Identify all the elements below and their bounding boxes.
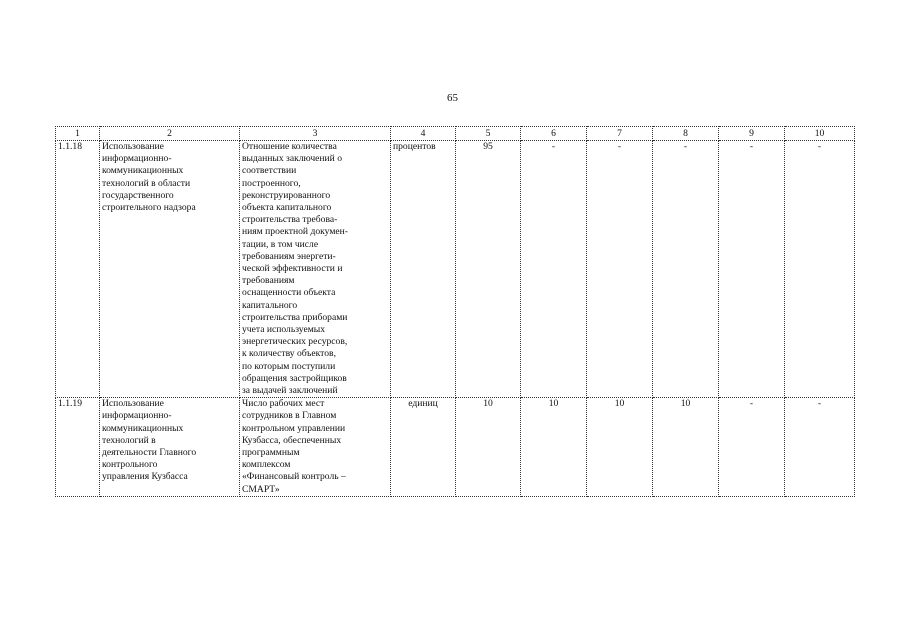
text-line: ческой эффективности и (242, 263, 343, 275)
text-line: государственного (102, 189, 174, 201)
text-line: строительного надзора (102, 202, 196, 214)
text-line: СМАРТ» (242, 483, 280, 495)
value-cell: 10 (653, 398, 719, 497)
table-header-row (56, 127, 855, 141)
text-line: энергетических ресурсов, (242, 336, 348, 348)
text-line: сотрудников в Главном (242, 410, 337, 422)
text-line: выданных заключений о (242, 153, 343, 165)
header-cell: 1 (56, 127, 100, 141)
value-cell: - (719, 398, 785, 497)
row-number: 1.1.18 (56, 141, 100, 398)
value-cell: - (719, 141, 785, 398)
indicators-table (55, 126, 855, 497)
text-line: «Финансовый контроль – (242, 471, 346, 483)
unit-cell: процентов (391, 141, 456, 398)
text-line: программным (242, 447, 300, 459)
page-number: 65 (447, 92, 458, 104)
indicator-description (240, 398, 391, 497)
text-line: строительства требова- (242, 214, 338, 226)
indicator-description (240, 141, 391, 398)
text-line: Отношение количества (242, 141, 337, 152)
header-cell: 10 (785, 127, 855, 141)
value-cell: 95 (456, 141, 521, 398)
unit-cell: единиц (391, 398, 456, 497)
value-cell: - (785, 141, 855, 398)
text-line: Число рабочих мест (242, 398, 325, 410)
value-cell: - (587, 141, 653, 398)
value-cell: 10 (587, 398, 653, 497)
text-line: объекта капитального (242, 202, 332, 214)
header-cell: 3 (240, 127, 391, 141)
text-line: деятельности Главного (102, 447, 197, 459)
measure-name (100, 141, 240, 398)
text-line: к количеству объектов, (242, 348, 336, 360)
text-line: требованиям (242, 275, 295, 287)
row-number: 1.1.19 (56, 398, 100, 497)
value-cell: - (653, 141, 719, 398)
text-line: контрольного (102, 459, 158, 471)
text-line: технологий в области (102, 177, 191, 189)
text-line: ниям проектной докумен- (242, 226, 348, 238)
text-line: контрольном управлении (242, 422, 346, 434)
table-row (56, 398, 855, 497)
text-line: Использование (102, 141, 164, 152)
header-cell: 5 (456, 127, 521, 141)
header-cell: 8 (653, 127, 719, 141)
text-line: информационно- (102, 410, 172, 422)
text-line: учета используемых (242, 324, 326, 336)
text-line: комплексом (242, 459, 291, 471)
text-line: информационно- (102, 153, 172, 165)
header-cell: 4 (391, 127, 456, 141)
header-cell: 9 (719, 127, 785, 141)
text-line: оснащенности объекта (242, 287, 336, 299)
value-cell: 10 (521, 398, 587, 497)
text-line: технологий в (102, 434, 156, 446)
value-cell: 10 (456, 398, 521, 497)
header-cell: 6 (521, 127, 587, 141)
value-cell: - (785, 398, 855, 497)
header-cell: 7 (587, 127, 653, 141)
text-line: строительства приборами (242, 311, 348, 323)
text-line: коммуникационных (102, 165, 184, 177)
text-line: за выдачей заключений (242, 385, 338, 397)
text-line: реконструированного (242, 189, 331, 201)
text-line: Использование (102, 398, 164, 410)
header-cell: 2 (100, 127, 240, 141)
text-line: требованиям энергети- (242, 250, 336, 262)
text-line: обращения застройщиков (242, 372, 347, 384)
text-line: тации, в том числе (242, 238, 319, 250)
text-line: капитального (242, 299, 298, 311)
table-row (56, 141, 855, 398)
text-line: построенного, (242, 177, 301, 189)
measure-name (100, 398, 240, 497)
text-line: Кузбасса, обеспеченных (242, 434, 342, 446)
text-line: управления Кузбасса (102, 471, 188, 483)
text-line: коммуникационных (102, 422, 184, 434)
value-cell: - (521, 141, 587, 398)
text-line: соответствии (242, 165, 297, 177)
text-line: по которым поступили (242, 360, 336, 372)
